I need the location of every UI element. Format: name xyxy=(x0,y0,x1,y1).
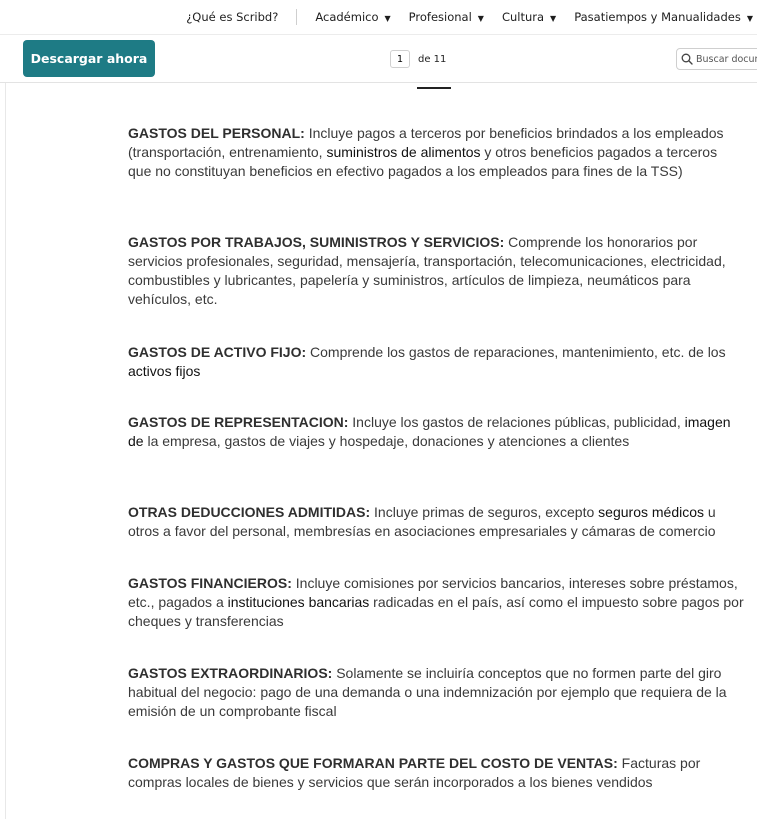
section-text: Incluye comisiones por servicios bancarios, intereses sobre préstamos, etc., pagados a xyxy=(128,575,738,610)
section-gastos-activo-fijo xyxy=(128,343,744,381)
document-toolbar xyxy=(0,34,757,83)
section-text: la empresa, gastos de viajes y hospedaje, donaciones y atenciones a clientes xyxy=(143,433,630,449)
nav-what-is-scribd-link[interactable]: ¿Qué es Scribd? xyxy=(186,10,279,24)
section-text: u otros a favor del personal, membresías en asociaciones empresariales y cámaras de comercio xyxy=(128,504,716,539)
section-text: Incluye los gastos de relaciones públicas, publicidad, xyxy=(348,414,685,430)
nav-menu-profesional[interactable] xyxy=(409,10,484,24)
section-text: Incluye pagos a terceros por beneficios brindados a los empleados (transportación, entrenamiento, xyxy=(128,125,724,160)
keyword-link[interactable]: suministros de alimentos xyxy=(326,144,481,160)
section-heading: GASTOS DEL PERSONAL: xyxy=(128,125,305,141)
nav-menu-pasatiempos[interactable] xyxy=(574,10,753,24)
section-text: y otros beneficios pagados a terceros que no constituyan beneficios en efectivo pagados a los empleados para fines de la TSS) xyxy=(128,144,718,179)
section-heading: OTRAS DEDUCCIONES ADMITIDAS: xyxy=(128,504,371,520)
chevron-down-icon: ▼ xyxy=(384,13,391,23)
section-gastos-representacion xyxy=(128,413,744,451)
nav-menu-label: Cultura xyxy=(501,10,545,24)
section-otras-deducciones xyxy=(128,503,744,541)
nav-menu-label: Profesional xyxy=(408,10,472,24)
section-text: Comprende los honorarios por servicios profesionales, seguridad, mensajería, transportación, telecomunicaciones, electricidad, combustibles y lubricantes, papelería y suministros, artículos de limpieza, neumáticos para vehículos, etc. xyxy=(128,234,726,307)
section-gastos-trabajos xyxy=(128,233,744,309)
section-text: Comprende los gastos de reparaciones, mantenimiento, etc. de los xyxy=(306,344,726,360)
section-heading: GASTOS DE REPRESENTACION: xyxy=(128,414,349,430)
nav-menu-academico[interactable] xyxy=(315,10,390,24)
chevron-down-icon: ▼ xyxy=(550,13,557,23)
section-text: Facturas por compras locales de bienes y servicios que serán incorporados a los bienes vendidos xyxy=(128,755,701,790)
page-navigator xyxy=(390,49,446,69)
page-number-input[interactable] xyxy=(390,50,410,68)
top-navigation xyxy=(0,0,757,34)
page-total-label: de 11 xyxy=(418,53,447,65)
search-input[interactable] xyxy=(693,54,757,65)
section-heading: COMPRAS Y GASTOS QUE FORMARAN PARTE DEL COSTO DE VENTAS: xyxy=(128,755,618,771)
section-text: Incluye primas de seguros, excepto xyxy=(370,504,599,520)
section-gastos-personal xyxy=(128,124,744,181)
section-gastos-extraordinarios xyxy=(128,664,744,721)
keyword-link[interactable]: imagen de xyxy=(128,414,731,449)
section-heading: GASTOS EXTRAORDINARIOS: xyxy=(128,665,333,681)
keyword-link[interactable]: seguros médicos xyxy=(598,504,704,520)
section-heading: GASTOS FINANCIEROS: xyxy=(128,575,292,591)
keyword-link[interactable]: instituciones bancarias xyxy=(227,594,370,610)
section-text: Solamente se incluiría conceptos que no formen parte del giro habitual del negocio: pago de una demanda o una indemnización por ejemplo que requiera de la emisión de un comprobante fiscal xyxy=(128,665,727,719)
chevron-down-icon: ▼ xyxy=(477,13,484,23)
section-gastos-financieros xyxy=(128,574,744,631)
document-viewport[interactable] xyxy=(0,83,757,819)
download-button[interactable]: Descargar ahora xyxy=(23,40,155,77)
nav-menu-label: Académico xyxy=(315,10,379,24)
previous-line-fragment xyxy=(417,83,451,89)
keyword-link[interactable]: activos fijos xyxy=(128,363,201,379)
chevron-down-icon: ▼ xyxy=(746,13,753,23)
section-heading: GASTOS DE ACTIVO FIJO: xyxy=(128,344,307,360)
nav-menu-cultura[interactable] xyxy=(502,10,556,24)
nav-menu-label: Pasatiempos y Manualidades xyxy=(574,10,741,24)
nav-divider xyxy=(296,9,297,25)
search-icon xyxy=(681,53,693,65)
section-compras-costo-ventas xyxy=(128,754,744,792)
section-heading: GASTOS POR TRABAJOS, SUMINISTROS Y SERVICIOS: xyxy=(128,234,505,250)
section-text: radicadas en el país, así como el impuesto sobre pagos por cheques y transferencias xyxy=(128,594,744,629)
search-box[interactable] xyxy=(676,48,757,70)
document-page xyxy=(5,83,757,819)
